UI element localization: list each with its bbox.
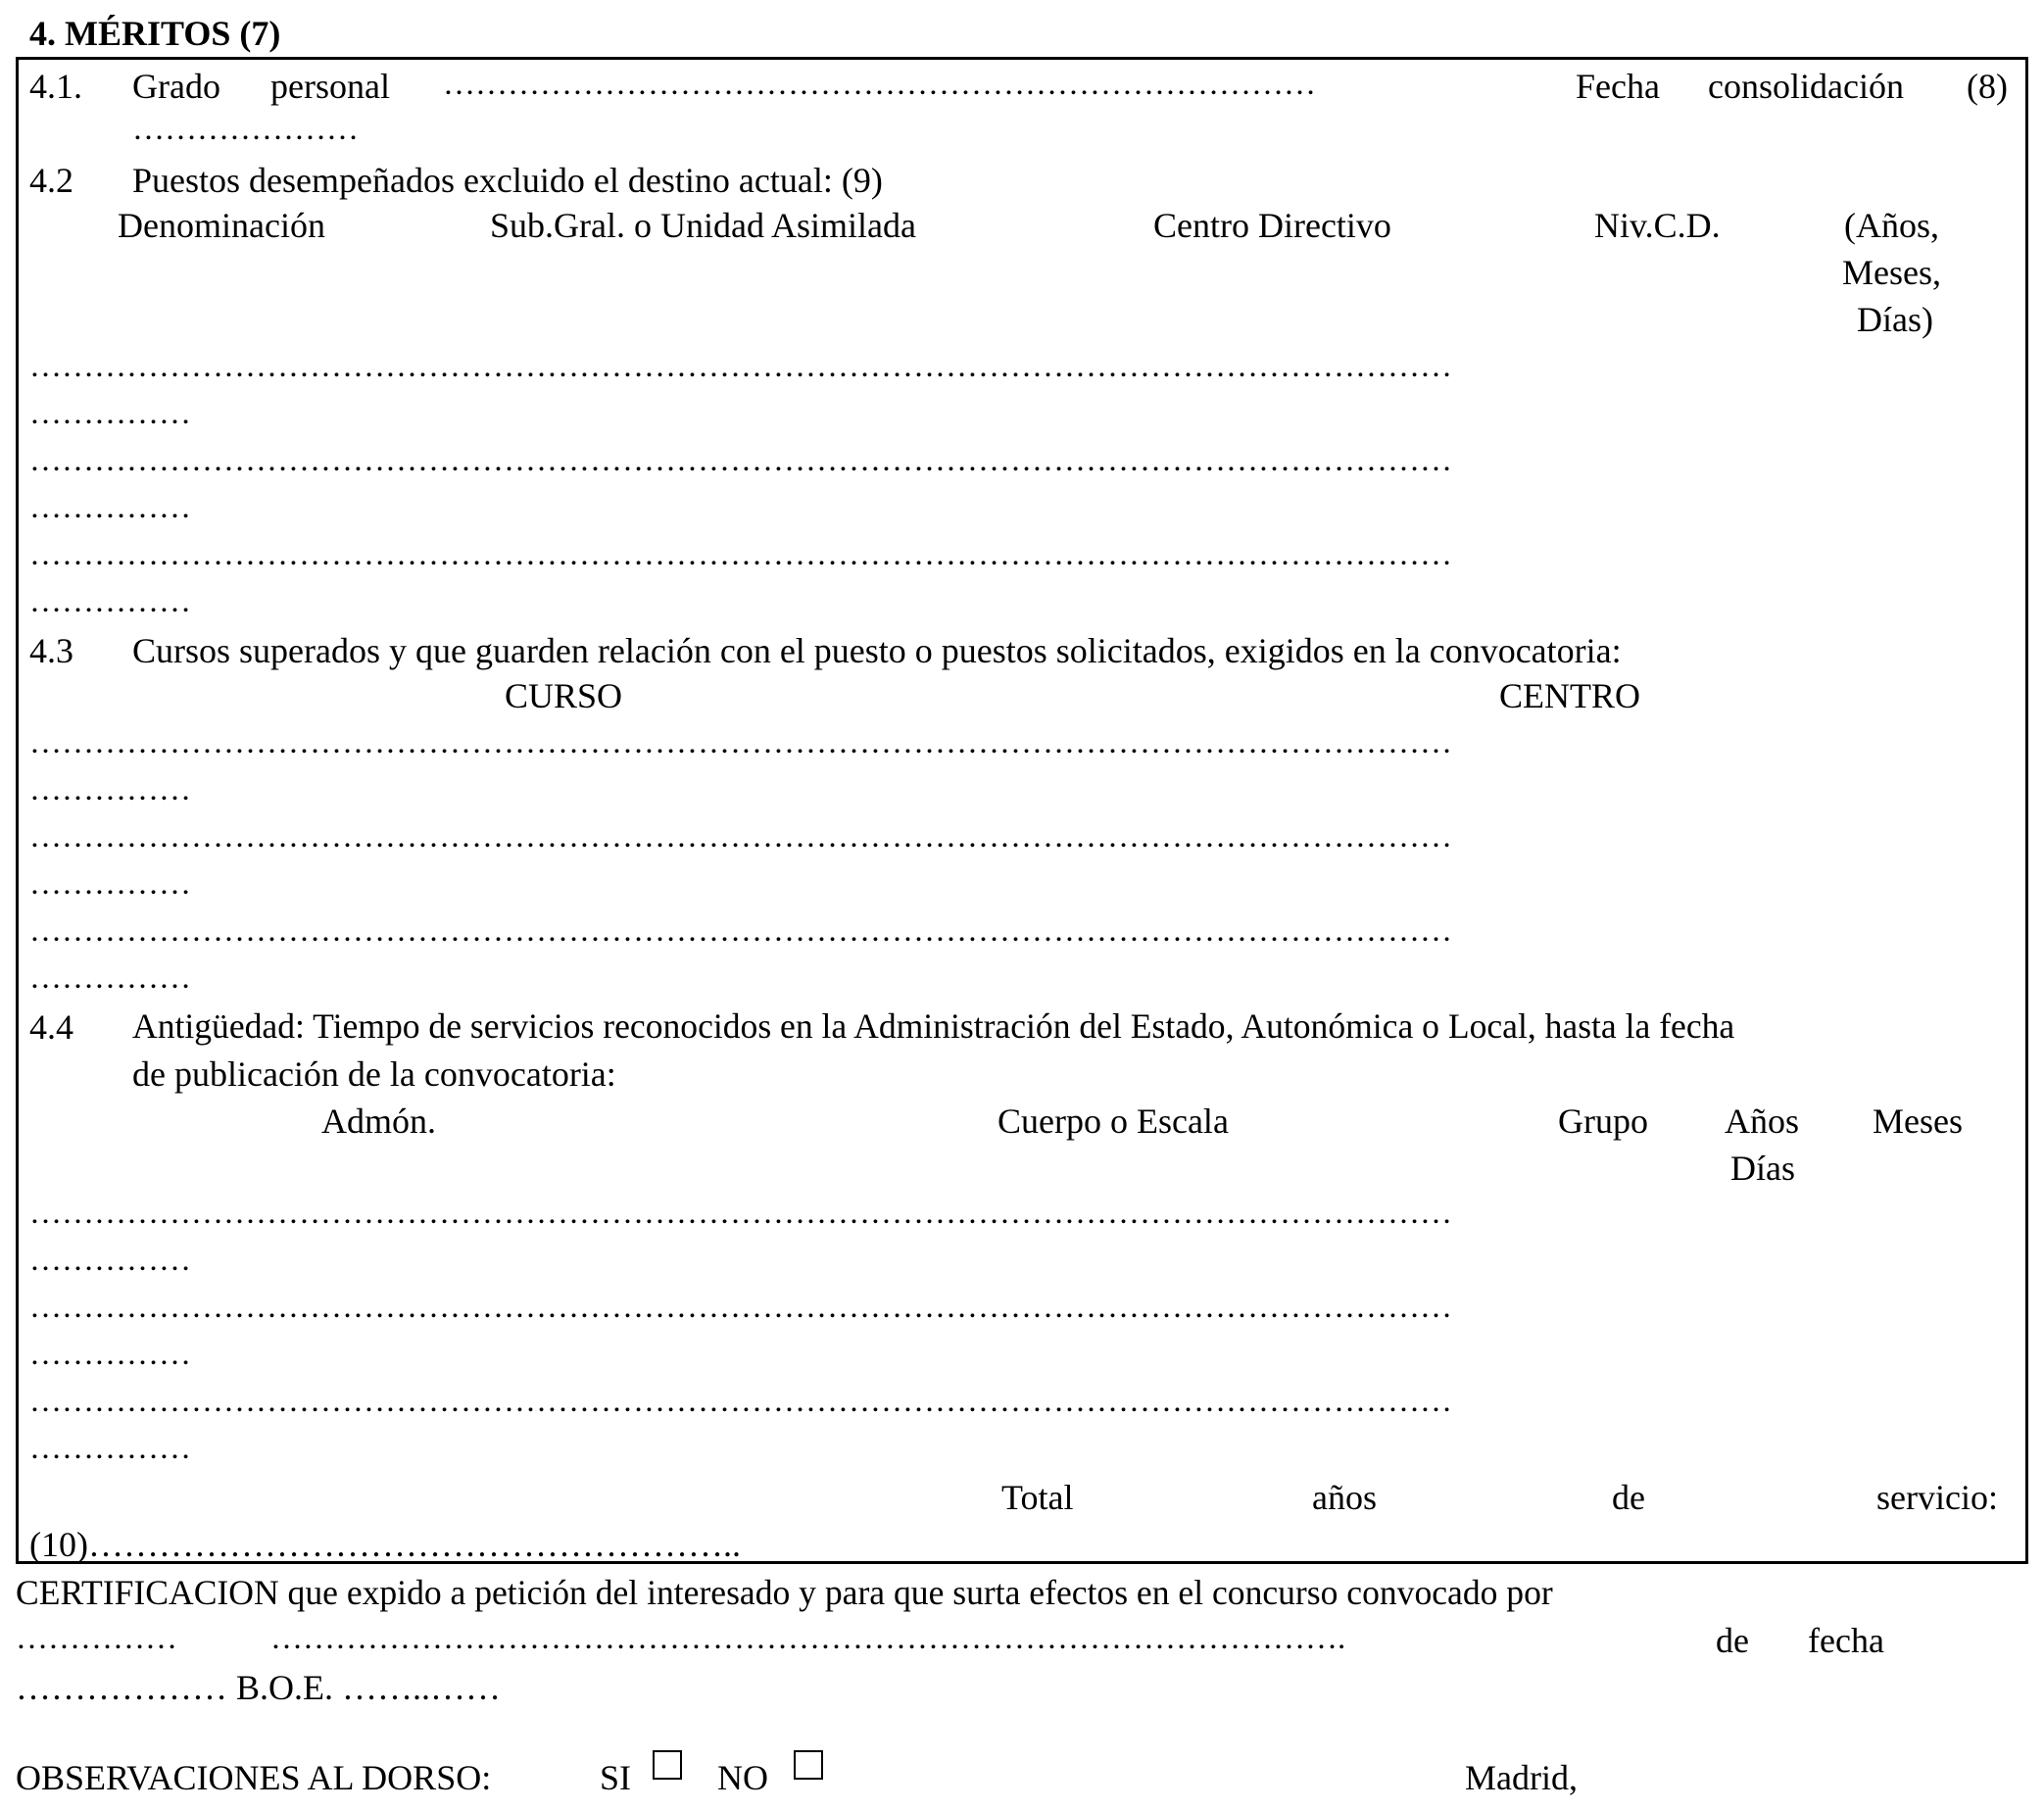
total-word-4: servicio:	[1876, 1478, 1998, 1517]
s42-entry-line-cont[interactable]: ……………	[29, 490, 191, 525]
s41-fecha-field[interactable]: …………………	[132, 112, 359, 147]
s44-col-dias: Días	[1730, 1149, 1795, 1188]
s44-entry-line-cont[interactable]: ……………	[29, 1337, 191, 1372]
s44-col-anos: Años	[1725, 1101, 1800, 1141]
s42-entry-line[interactable]: ……………………………………………………………………………………………………………………	[29, 537, 1452, 572]
total-word-3: de	[1612, 1478, 1645, 1517]
s41-consolidacion-label: consolidación	[1708, 67, 1904, 106]
s42-entry-line-cont[interactable]: ……………	[29, 584, 191, 619]
s44-entry-line[interactable]: ……………………………………………………………………………………………………………………	[29, 1290, 1452, 1325]
s42-col-niv: Niv.C.D.	[1594, 206, 1721, 245]
s42-entry-line-cont[interactable]: ……………	[29, 396, 191, 431]
observaciones-no-checkbox[interactable]	[794, 1750, 823, 1780]
s42-col-time-2: Meses,	[1842, 253, 1941, 292]
certificacion-dots-a[interactable]: ……………	[16, 1621, 177, 1656]
s42-entry-line[interactable]: ……………………………………………………………………………………………………………………	[29, 349, 1452, 384]
s44-col-meses: Meses	[1873, 1101, 1963, 1141]
madrid-label: Madrid,	[1465, 1758, 1578, 1797]
s42-number: 4.2	[29, 161, 73, 200]
s44-col-admon: Admón.	[321, 1101, 436, 1141]
s42-entry-line[interactable]: ……………………………………………………………………………………………………………………	[29, 443, 1452, 478]
certificacion-de: de	[1716, 1621, 1749, 1660]
s43-entry-line[interactable]: ……………………………………………………………………………………………………………………	[29, 913, 1452, 949]
s43-col-centro: CENTRO	[1499, 676, 1640, 715]
s41-grado-field[interactable]: ………………………………………………………………………	[443, 67, 1316, 102]
s41-fecha-label: Fecha	[1576, 67, 1660, 106]
s43-entry-line-cont[interactable]: ……………	[29, 772, 191, 808]
s43-entry-line[interactable]: ……………………………………………………………………………………………………………………	[29, 819, 1452, 855]
total-years-field[interactable]: (10)………………………………………………..	[29, 1525, 741, 1564]
s44-col-grupo: Grupo	[1558, 1101, 1648, 1141]
s43-entry-line-cont[interactable]: ……………	[29, 960, 191, 996]
s43-entry-line-cont[interactable]: ……………	[29, 866, 191, 902]
certificacion-dots-b[interactable]: ……………………………………………………………………………………….	[270, 1621, 1346, 1656]
observaciones-si-checkbox[interactable]	[653, 1750, 682, 1780]
s44-entry-line-cont[interactable]: ……………	[29, 1431, 191, 1466]
s41-note-8: (8)	[1967, 67, 2008, 106]
s43-col-curso: CURSO	[505, 676, 623, 715]
total-word-1: Total	[1001, 1478, 1074, 1517]
s44-entry-line[interactable]: ……………………………………………………………………………………………………………………	[29, 1196, 1452, 1231]
s44-col-cuerpo: Cuerpo o Escala	[998, 1101, 1229, 1141]
s41-label-grado: Grado	[132, 67, 220, 106]
s42-col-centro: Centro Directivo	[1153, 206, 1391, 245]
observaciones-si-label: SI	[600, 1758, 632, 1797]
s44-number: 4.4	[29, 1007, 73, 1047]
s41-number: 4.1.	[29, 67, 82, 106]
s42-title: Puestos desempeñados excluido el destino actual: (9)	[132, 161, 883, 200]
section-title: 4. MÉRITOS (7)	[29, 14, 281, 53]
certificacion-line1: CERTIFICACION que expido a petición del interesado y para que surta efectos en el concurso convocado por	[16, 1573, 1553, 1612]
total-word-2: años	[1312, 1478, 1377, 1517]
s42-col-time-1: (Años,	[1844, 206, 1939, 245]
s43-entry-line[interactable]: ……………………………………………………………………………………………………………………	[29, 725, 1452, 760]
observaciones-no-label: NO	[717, 1758, 768, 1797]
s43-number: 4.3	[29, 631, 73, 670]
s44-title-line2: de publicación de la convocatoria:	[132, 1054, 616, 1094]
observaciones-label: OBSERVACIONES AL DORSO:	[16, 1758, 492, 1797]
s44-entry-line[interactable]: ……………………………………………………………………………………………………………………	[29, 1384, 1452, 1419]
s42-col-time-3: Días)	[1857, 300, 1933, 339]
s44-title-line1: Antigüedad: Tiempo de servicios reconocidos en la Administración del Estado, Autonómica o Local, hasta la fecha	[132, 1006, 1735, 1046]
s42-col-denominacion: Denominación	[118, 206, 325, 245]
meritos-box	[16, 57, 2028, 1564]
s42-col-subgral: Sub.Gral. o Unidad Asimilada	[490, 206, 916, 245]
certificacion-fecha: fecha	[1808, 1621, 1884, 1660]
certificacion-boe[interactable]: ……………… B.O.E. ……..……	[16, 1668, 501, 1707]
s43-title: Cursos superados y que guarden relación con el puesto o puestos solicitados, exigidos en la convocatoria:	[132, 631, 1622, 670]
s44-entry-line-cont[interactable]: ……………	[29, 1243, 191, 1278]
s41-label-personal: personal	[270, 67, 390, 106]
